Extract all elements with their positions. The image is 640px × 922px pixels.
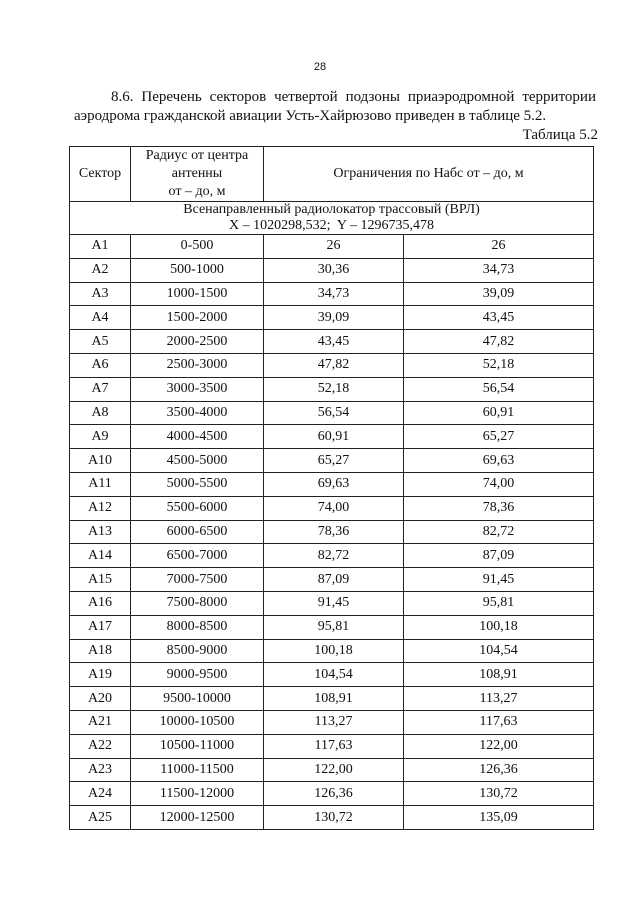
cell-limit-from: 126,36 [264,782,404,806]
cell-radius: 4500-5000 [131,449,264,473]
cell-limit-from: 104,54 [264,663,404,687]
table-row [70,806,594,830]
table-row [70,568,594,592]
cell-limit-from: 113,27 [264,710,404,734]
cell-radius: 11500-12000 [131,782,264,806]
table-row [70,687,594,711]
table-row [70,496,594,520]
intro-paragraph: 8.6. Перечень секторов четвертой подзоны приаэродромной территории аэродрома гражданской авиации Усть-Хайрюзово приведен в таблице 5.2. [74,89,596,124]
cell-limit-from: 95,81 [264,615,404,639]
header-radius-line1: Радиус от центра антенны [145,148,249,181]
cell-limit-from: 43,45 [264,330,404,354]
cell-sector: A17 [70,615,131,639]
cell-limit-from: 34,73 [264,282,404,306]
cell-limit-from: 56,54 [264,401,404,425]
cell-limit-from: 47,82 [264,353,404,377]
cell-sector: A11 [70,472,131,496]
group-cell [70,202,594,235]
cell-limit-to: 69,63 [404,449,594,473]
header-sector: Сектор [70,147,131,202]
cell-limit-from: 108,91 [264,687,404,711]
cell-limit-from: 122,00 [264,758,404,782]
cell-limit-from: 130,72 [264,806,404,830]
cell-sector: A10 [70,449,131,473]
table-row [70,377,594,401]
cell-limit-to: 126,36 [404,758,594,782]
table-row [70,663,594,687]
cell-sector: A15 [70,568,131,592]
cell-sector: A22 [70,734,131,758]
cell-radius: 1500-2000 [131,306,264,330]
cell-limit-to: 52,18 [404,353,594,377]
cell-radius: 3500-4000 [131,401,264,425]
cell-sector: A23 [70,758,131,782]
cell-limit-to: 43,45 [404,306,594,330]
header-radius [131,147,264,202]
table-caption: Таблица 5.2 [522,127,598,143]
cell-sector: A19 [70,663,131,687]
cell-radius: 9500-10000 [131,687,264,711]
table-row [70,710,594,734]
table-row [70,615,594,639]
cell-limit-to: 65,27 [404,425,594,449]
table-row [70,306,594,330]
cell-limit-to: 56,54 [404,377,594,401]
cell-limit-from: 30,36 [264,258,404,282]
table-row [70,758,594,782]
group-row [70,202,594,235]
cell-radius: 7000-7500 [131,568,264,592]
cell-limit-to: 60,91 [404,401,594,425]
cell-limit-to: 26 [404,235,594,259]
cell-radius: 5000-5500 [131,472,264,496]
table-row [70,330,594,354]
cell-sector: A2 [70,258,131,282]
cell-limit-from: 74,00 [264,496,404,520]
cell-radius: 2500-3000 [131,353,264,377]
cell-limit-to: 104,54 [404,639,594,663]
cell-limit-to: 87,09 [404,544,594,568]
table-row [70,591,594,615]
cell-sector: A6 [70,353,131,377]
cell-radius: 500-1000 [131,258,264,282]
table-header-row [70,147,594,202]
cell-limit-to: 78,36 [404,496,594,520]
cell-sector: A21 [70,710,131,734]
cell-sector: A24 [70,782,131,806]
table-row [70,235,594,259]
cell-limit-to: 95,81 [404,591,594,615]
cell-limit-to: 130,72 [404,782,594,806]
cell-radius: 6500-7000 [131,544,264,568]
cell-sector: A12 [70,496,131,520]
cell-radius: 10000-10500 [131,710,264,734]
cell-limit-from: 65,27 [264,449,404,473]
cell-limit-to: 47,82 [404,330,594,354]
cell-radius: 8000-8500 [131,615,264,639]
group-coords: X – 1020298,532; Y – 1296735,478 [228,218,435,233]
cell-radius: 7500-8000 [131,591,264,615]
cell-sector: A9 [70,425,131,449]
cell-limit-to: 113,27 [404,687,594,711]
cell-radius: 6000-6500 [131,520,264,544]
table-row [70,401,594,425]
cell-radius: 3000-3500 [131,377,264,401]
cell-limit-to: 117,63 [404,710,594,734]
table-row [70,472,594,496]
cell-radius: 1000-1500 [131,282,264,306]
cell-sector: A4 [70,306,131,330]
cell-radius: 2000-2500 [131,330,264,354]
sectors-table [69,146,594,830]
cell-limit-from: 69,63 [264,472,404,496]
cell-limit-from: 82,72 [264,544,404,568]
cell-sector: A8 [70,401,131,425]
cell-radius: 10500-11000 [131,734,264,758]
cell-radius: 12000-12500 [131,806,264,830]
cell-limit-to: 100,18 [404,615,594,639]
cell-sector: A18 [70,639,131,663]
header-limits: Ограничения по Набс от – до, м [264,147,594,202]
cell-radius: 4000-4500 [131,425,264,449]
table-row [70,520,594,544]
cell-radius: 11000-11500 [131,758,264,782]
table-row [70,282,594,306]
cell-sector: A1 [70,235,131,259]
table-row [70,782,594,806]
cell-limit-to: 108,91 [404,663,594,687]
cell-radius: 5500-6000 [131,496,264,520]
cell-sector: A13 [70,520,131,544]
cell-radius: 0-500 [131,235,264,259]
cell-sector: A25 [70,806,131,830]
cell-sector: A16 [70,591,131,615]
page-number: 28 [313,61,327,73]
cell-limit-from: 100,18 [264,639,404,663]
cell-radius: 8500-9000 [131,639,264,663]
group-title: Всенаправленный радиолокатор трассовый (ВРЛ) [183,202,480,217]
cell-limit-to: 122,00 [404,734,594,758]
table-row [70,639,594,663]
cell-limit-to: 39,09 [404,282,594,306]
cell-limit-to: 91,45 [404,568,594,592]
cell-sector: A3 [70,282,131,306]
cell-limit-from: 26 [264,235,404,259]
cell-limit-to: 34,73 [404,258,594,282]
cell-limit-from: 60,91 [264,425,404,449]
cell-limit-from: 39,09 [264,306,404,330]
cell-limit-from: 78,36 [264,520,404,544]
table-row [70,734,594,758]
table-row [70,449,594,473]
table-row [70,353,594,377]
cell-limit-to: 82,72 [404,520,594,544]
cell-limit-from: 87,09 [264,568,404,592]
cell-sector: A20 [70,687,131,711]
table-row [70,258,594,282]
header-radius-line2: от – до, м [168,184,226,199]
cell-sector: A14 [70,544,131,568]
cell-sector: A7 [70,377,131,401]
cell-sector: A5 [70,330,131,354]
cell-limit-to: 135,09 [404,806,594,830]
cell-radius: 9000-9500 [131,663,264,687]
cell-limit-from: 52,18 [264,377,404,401]
table-row [70,544,594,568]
cell-limit-from: 117,63 [264,734,404,758]
cell-limit-from: 91,45 [264,591,404,615]
table-row [70,425,594,449]
cell-limit-to: 74,00 [404,472,594,496]
